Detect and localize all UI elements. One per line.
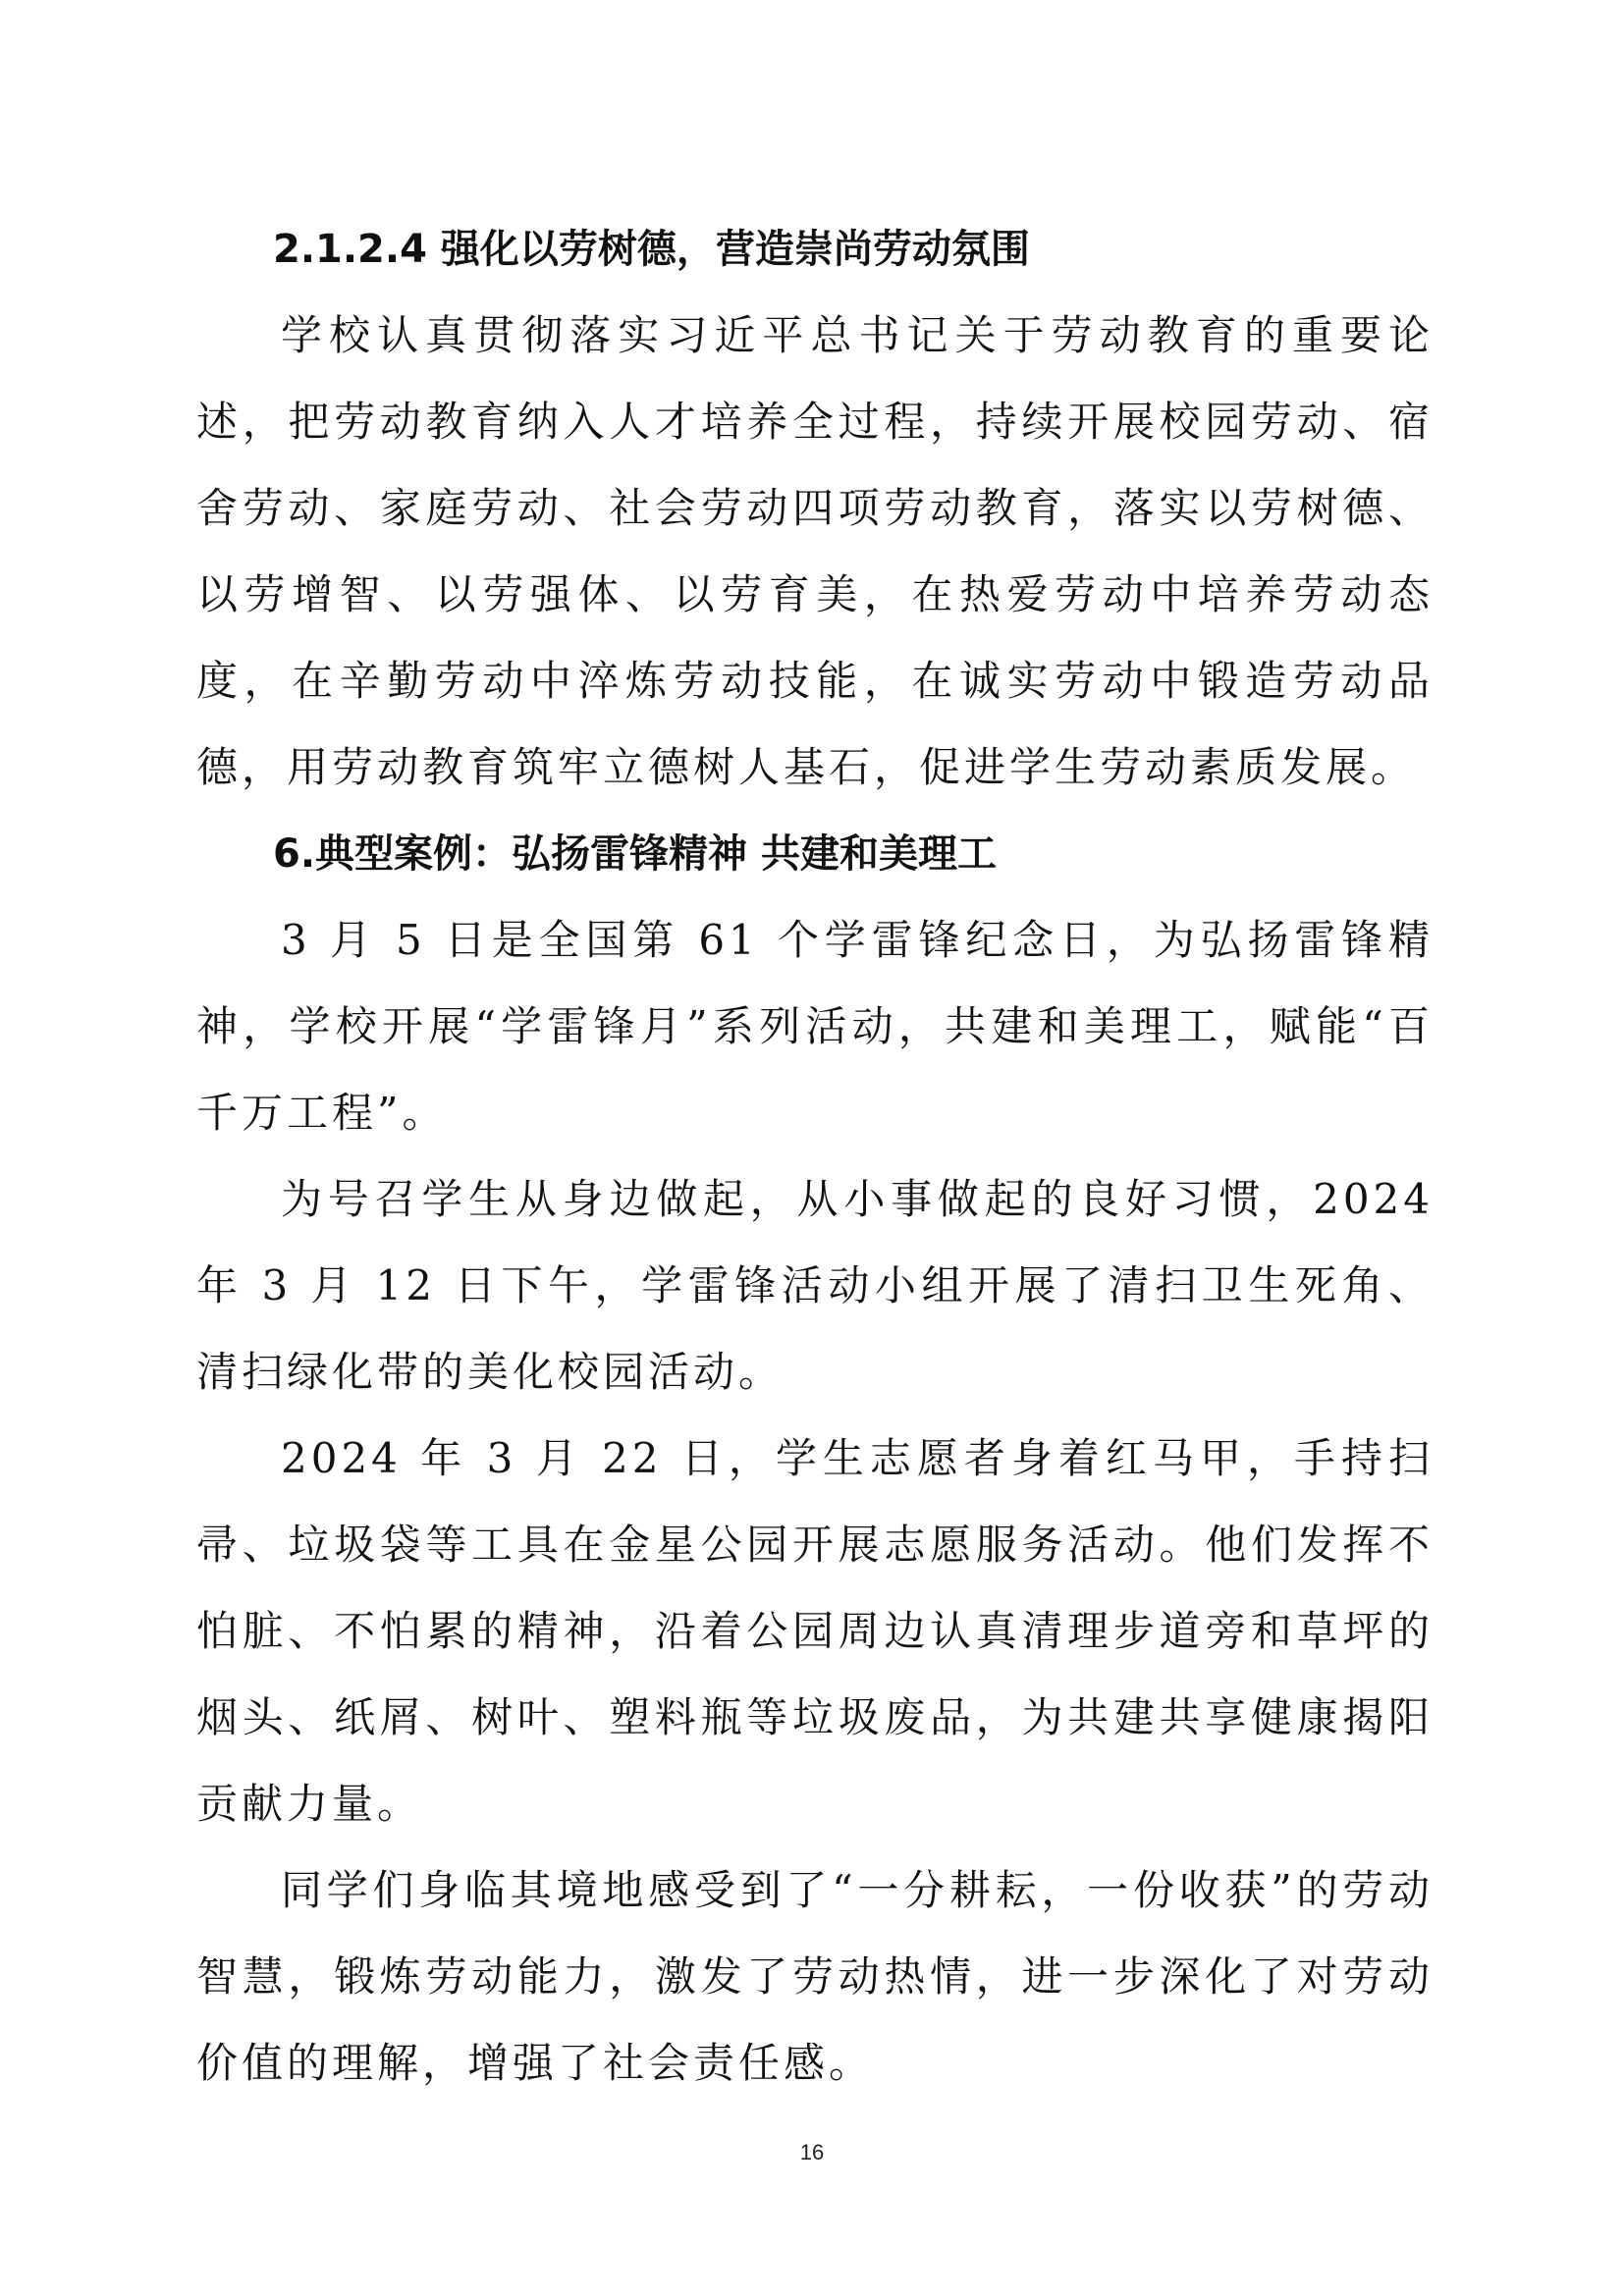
paragraph-summary: 同学们身临其境地感受到了“一分耕耘，一份收获”的劳动智慧，锻炼劳动能力，激发了劳动热情，进一步深化了对劳动价值的理解，增强了社会责任感。: [196, 1866, 1434, 2087]
page-content: [196, 206, 1434, 2107]
paragraph-volunteer-activity: 2024 年 3 月 22 日，学生志愿者身着红马甲，手持扫帚、垃圾袋等工具在金星公园开展志愿服务活动。他们发挥不怕脏、不怕累的精神，沿着公园周边认真清理步道旁和草坪的烟头、纸屑、树叶、塑料瓶等垃圾废品，为共建共享健康揭阳贡献力量。: [196, 1434, 1434, 1828]
case-heading: 6.典型案例：弘扬雷锋精神 共建和美理工: [273, 831, 997, 877]
section-heading: 2.1.2.4 强化以劳树德，营造崇尚劳动氛围: [273, 227, 1030, 272]
paragraph-campus-cleanup: 为号召学生从身边做起，从小事做起的良好习惯，2024 年 3 月 12 日下午，学雷锋活动小组开展了清扫卫生死角、清扫绿化带的美化校园活动。: [196, 1175, 1434, 1396]
paragraph-labor-education: 学校认真贯彻落实习近平总书记关于劳动教育的重要论述，把劳动教育纳入人才培养全过程，持续开展校园劳动、宿舍劳动、家庭劳动、社会劳动四项劳动教育，落实以劳树德、以劳增智、以劳强体、以劳育美，在热爱劳动中培养劳动态度，在辛勤劳动中淬炼劳动技能，在诚实劳动中锻造劳动品德，用劳动教育筑牢立德树人基石，促进学生劳动素质发展。: [196, 311, 1434, 791]
page-number: 16: [799, 2140, 825, 2164]
paragraph-lei-feng-day: 3 月 5 日是全国第 61 个学雷锋纪念日，为弘扬雷锋精神，学校开展“学雷锋月”系列活动，共建和美理工，赋能“百千万工程”。: [196, 916, 1434, 1137]
